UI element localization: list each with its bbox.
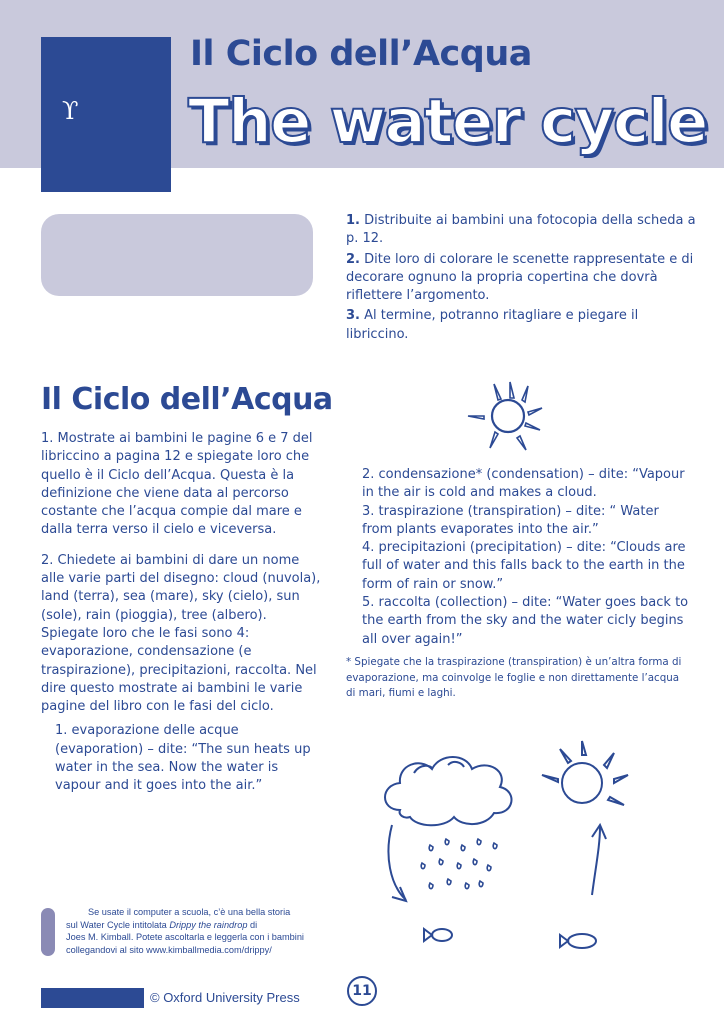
phase-3: 3. traspirazione (transpiration) – dite: “ Water from plants evaporates into the air.” — [362, 503, 659, 537]
step-3: 3. Al termine, potranno ritagliare e piegare il libriccino. — [346, 308, 639, 342]
paragraph-1: 1. Mostrate ai bambini le pagine 6 e 7 del libriccino a pagina 12 e spiegate loro che quello è il Ciclo dell’Acqua. Questa è la definizione che viene data al percorso costante che l’acqua compie dal mare e dalla terra verso il cielo e viceversa. — [41, 431, 313, 538]
header-blue-block — [41, 37, 171, 192]
step-2: 2. Dite loro di colorare le scenette rappresentate e di decorare ognuno la propria copertina che dovrà riflettere l’argomento. — [346, 251, 694, 304]
sidebar-line-4: collegandovi al sito www.kimballmedia.com/drippy/ — [66, 944, 272, 955]
phase-1: 1. evaporazione delle acque (evaporation) – dite: “The sun heats up water in the sea. Now the water is vapour and it goes into the air.” — [55, 723, 311, 794]
page-number: 11 — [347, 976, 377, 1006]
footnote: * Spiegate che la traspirazione (transpiration) è un’altra forma di evaporazione, ma coinvolge le foglie e non direttamente l’acqua di mari, fiumi e laghi. — [346, 656, 682, 699]
sidebar-accent-bar — [41, 908, 55, 956]
right-column-text — [362, 466, 692, 649]
title-italian: Il Ciclo dell’Acqua — [190, 34, 532, 74]
section-title: Il Ciclo dell’Acqua — [41, 382, 333, 417]
small-sun-illustration — [460, 376, 560, 456]
paragraph-2: 2. Chiedete ai bambini di dare un nome alle varie parti del disegno: cloud (nuvola), land (terra), sea (mare), sky (cielo), sun (sole), rain (pioggia), tree (albero). — [41, 552, 321, 623]
sidebar-line-3: Joes M. Kimball. Potete ascoltarla e leggerla con i bambini — [66, 932, 304, 943]
story-title: Drippy the raindrop — [169, 919, 248, 930]
activity-steps — [346, 212, 696, 346]
footer-bar — [41, 988, 144, 1008]
paragraph-3: Spiegate loro che le fasi sono 4: evaporazione, condensazione (e traspirazione), precipitazioni, raccolta. Nel dire questo mostrate ai bambini le varie pagine del libro con le fasi del ciclo. — [41, 625, 317, 715]
phase-2: 2. condensazione* (condensation) – dite: “Vapour in the air is cold and makes a cloud. — [362, 467, 685, 501]
title-english: The water cycle — [188, 86, 707, 157]
left-column-text — [41, 430, 326, 796]
sidebar-line-2: sul Water Cycle intitolata Drippy the raindrop di — [66, 919, 258, 930]
water-cycle-illustration — [370, 735, 660, 955]
empty-note-box — [41, 214, 313, 296]
publisher-credit: © Oxford University Press — [150, 990, 300, 1005]
header-symbol: ϒ — [62, 97, 79, 125]
phase-4: 4. precipitazioni (precipitation) – dite: “Clouds are full of water and this falls back to the earth in the form of rain or snow.” — [362, 540, 686, 592]
sidebar-line-1: Se usate il computer a scuola, c’è una bella storia — [88, 907, 291, 917]
step-1: 1. Distribuite ai bambini una fotocopia della scheda a p. 12. — [346, 213, 696, 247]
sidebar-tip — [66, 906, 316, 956]
phase-5: 5. raccolta (collection) – dite: “Water goes back to the earth from the sky and the water cicly begins all over again!” — [362, 595, 689, 647]
